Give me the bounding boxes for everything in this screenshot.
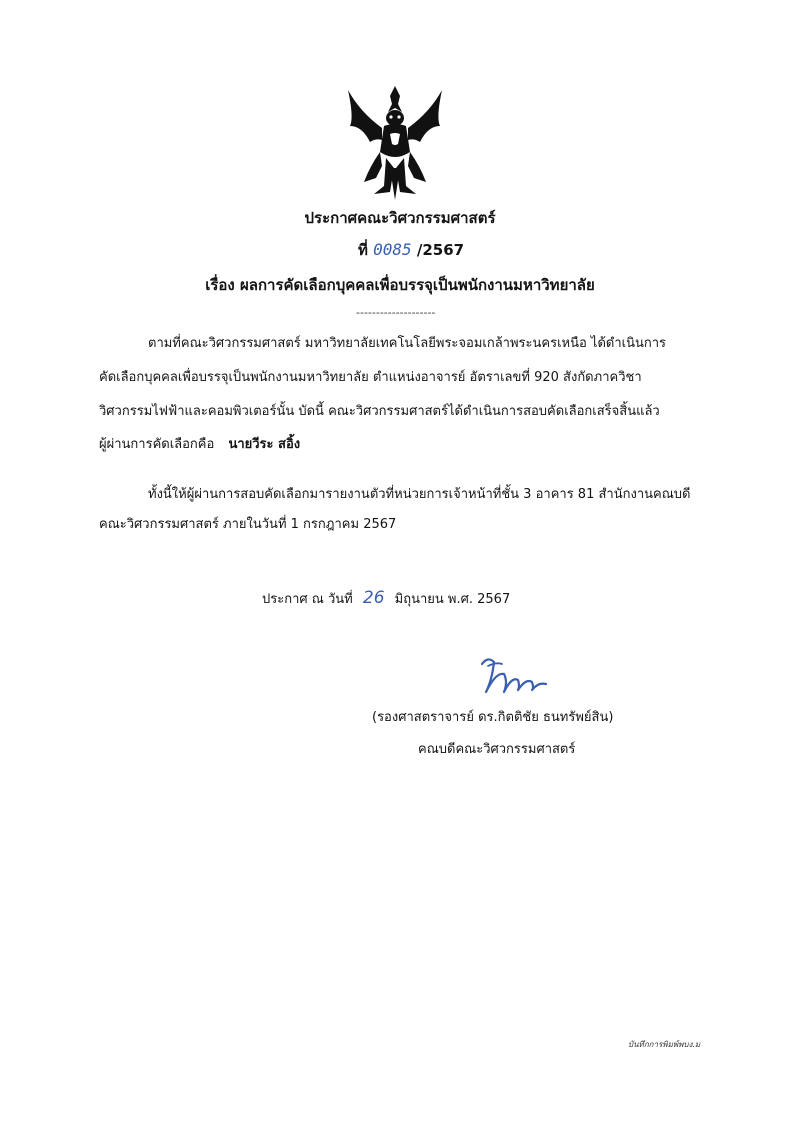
announcement-number bbox=[358, 238, 464, 262]
signatory-position: คณบดีคณะวิศวกรรมศาสตร์ bbox=[418, 742, 576, 757]
paragraph2-line2: คณะวิศวกรรมศาสตร์ ภายในวันที่ 1 กรกฎาคม 2567 bbox=[99, 517, 397, 532]
subject-divider: -------------------- bbox=[356, 306, 436, 319]
footer-note: บันทึกการพิมพ์พบง.ม bbox=[628, 1040, 701, 1049]
date-prefix: ประกาศ ณ วันที่ bbox=[262, 592, 353, 607]
garuda-emblem-icon bbox=[340, 82, 450, 202]
number-suffix: /2567 bbox=[416, 241, 465, 259]
number-prefix: ที่ bbox=[358, 241, 368, 259]
paragraph1-line4 bbox=[99, 428, 300, 462]
selected-label: ผู้ผ่านการคัดเลือกคือ bbox=[99, 437, 215, 452]
signature-icon bbox=[474, 652, 554, 702]
paragraph1-line1: ตามที่คณะวิศวกรรมศาสตร์ มหาวิทยาลัยเทคโนโลยีพระจอมเกล้าพระนครเหนือ ได้ดำเนินการ bbox=[148, 336, 667, 351]
handwritten-number: 0085 bbox=[373, 240, 412, 259]
announcement-title: ประกาศคณะวิศวกรรมศาสตร์ bbox=[304, 209, 496, 227]
signatory-name: (รองศาสตราจารย์ ดร.กิตติชัย ธนทรัพย์สิน) bbox=[372, 710, 614, 725]
announcement-subject: เรื่อง ผลการคัดเลือกบุคคลเพื่อบรรจุเป็นพนักงานมหาวิทยาลัย bbox=[205, 276, 595, 294]
handwritten-day: 26 bbox=[362, 588, 385, 608]
date-suffix: มิถุนายน พ.ศ. 2567 bbox=[394, 592, 511, 607]
announcement-date bbox=[262, 588, 510, 609]
paragraph1-line2: คัดเลือกบุคคลเพื่อบรรจุเป็นพนักงานมหาวิทยาลัย ตำแหน่งอาจารย์ อัตราเลขที่ 920 สังกัดภาควิชา bbox=[99, 370, 642, 385]
selected-person-name: นายวีระ สอิ้ง bbox=[228, 437, 301, 452]
paragraph1-line3: วิศวกรรมไฟฟ้าและคอมพิวเตอร์นั้น บัดนี้ คณะวิศวกรรมศาสตร์ได้ดำเนินการสอบคัดเลือกเสร็จสิ้นแล้ว bbox=[99, 404, 660, 419]
paragraph2-line1: ทั้งนี้ให้ผู้ผ่านการสอบคัดเลือกมารายงานตัวที่หน่วยการเจ้าหน้าที่ชั้น 3 อาคาร 81 สำนักงานคณบดี bbox=[148, 487, 691, 502]
